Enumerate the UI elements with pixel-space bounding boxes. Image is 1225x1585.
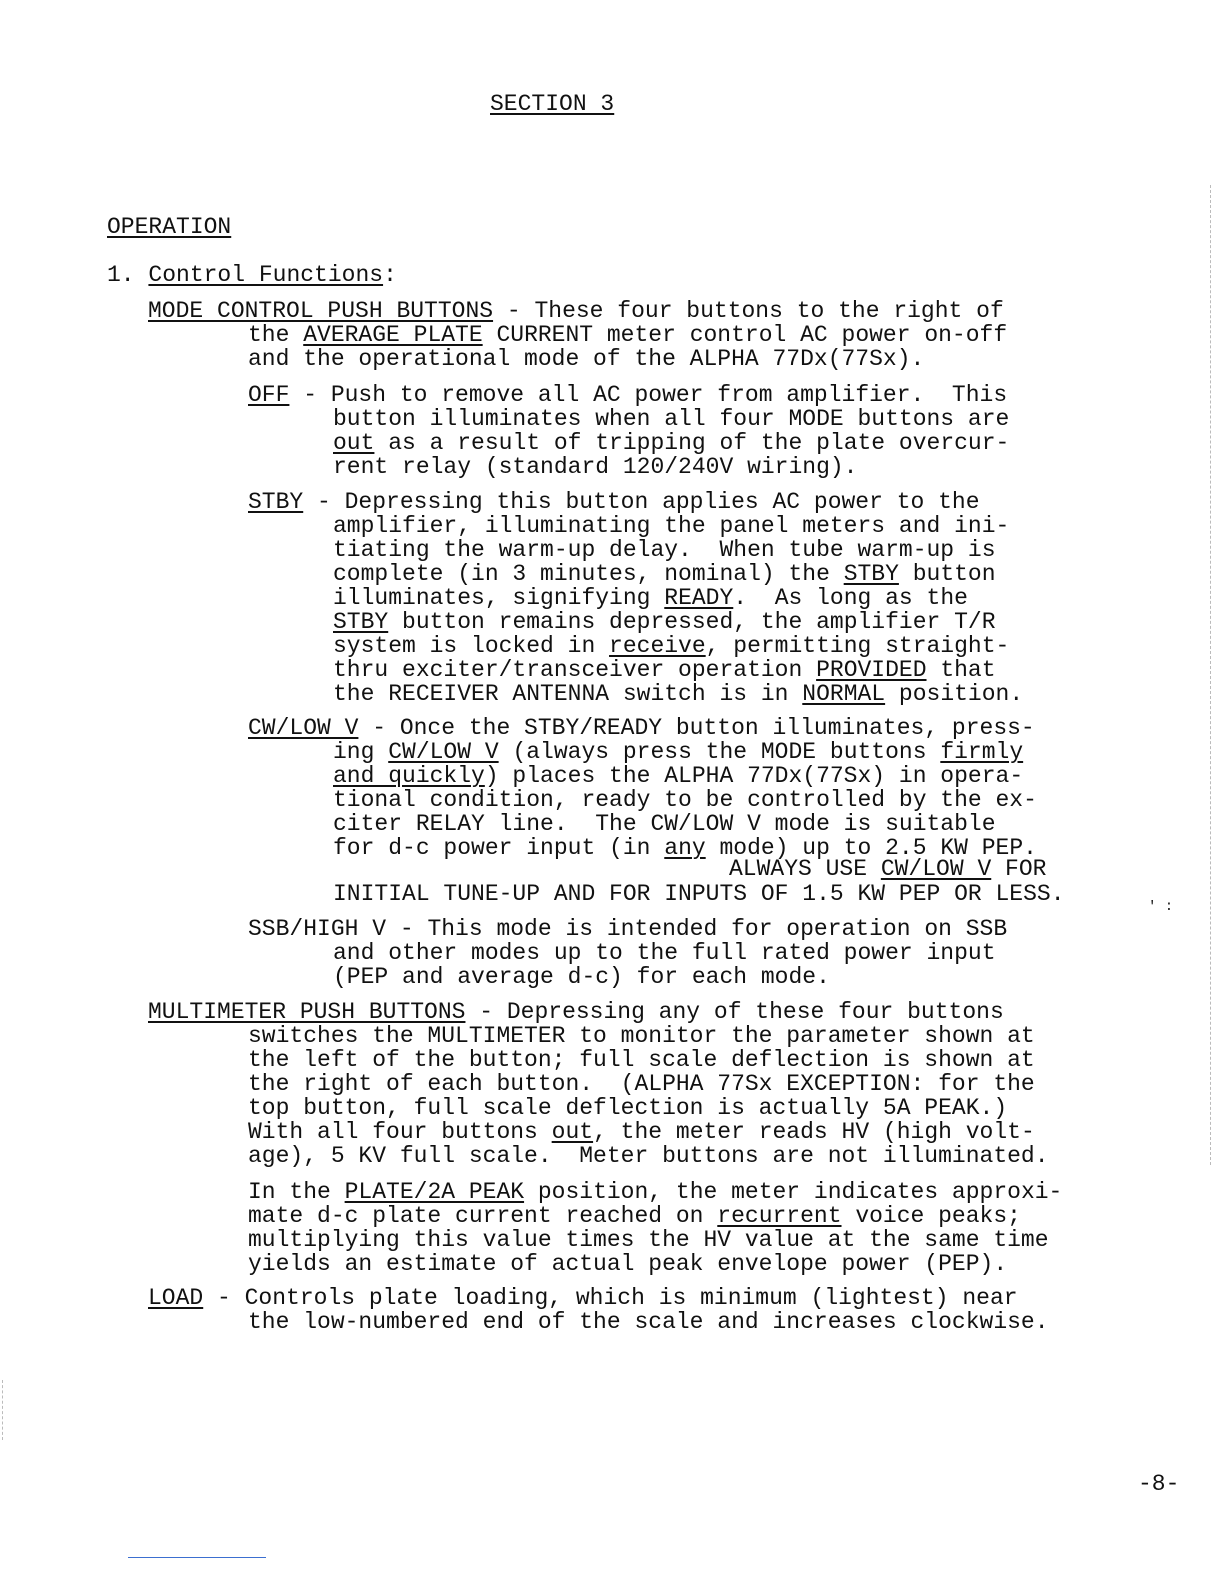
item-1-heading: 1. Control Functions:: [107, 262, 397, 288]
cwlow-line-2: ing CW/LOW V (always press the MODE buttons firmly: [333, 739, 1024, 765]
ssbhigh-line-1: SSB/HIGH V - This mode is intended for operation on SSB: [248, 916, 1008, 942]
operation-heading: OPERATION: [107, 214, 232, 240]
footer-rule: [128, 1557, 266, 1558]
ssbhigh-line-2: and other modes up to the full rated power input: [333, 940, 996, 966]
off-line-3: out as a result of tripping of the plate overcur-: [333, 430, 1010, 456]
cwlow-line-3: and quickly) places the ALPHA 77Dx(77Sx) in opera-: [333, 763, 1024, 789]
right-edge-mark: [1210, 185, 1211, 1165]
off-line-4: rent relay (standard 120/240V wiring).: [333, 454, 858, 480]
mode-control-line-3: and the operational mode of the ALPHA 77Dx(77Sx).: [248, 346, 925, 372]
multimeter-title: MULTIMETER PUSH BUTTONS: [148, 999, 466, 1025]
load-label: LOAD: [148, 1285, 204, 1311]
cwlow-label: CW/LOW V: [248, 715, 359, 741]
multimeter-line-5: top button, full scale deflection is actually 5A PEAK.): [248, 1095, 1008, 1121]
stby-line-6: STBY button remains depressed, the amplifier T/R: [333, 609, 996, 635]
multimeter-line-7: age), 5 KV full scale. Meter buttons are not illuminated.: [248, 1143, 1049, 1169]
plate-peak-line-1: In the PLATE/2A PEAK position, the meter indicates approxi-: [248, 1179, 1063, 1205]
mode-control-line-2: the AVERAGE PLATE CURRENT meter control AC power on-off: [248, 322, 1008, 348]
load-line-1: LOAD - Controls plate loading, which is minimum (lightest) near: [148, 1285, 1018, 1311]
plate-peak-line-4: yields an estimate of actual peak envelope power (PEP).: [248, 1251, 1008, 1277]
stby-label: STBY: [248, 489, 304, 515]
left-edge-mark: [2, 1380, 3, 1440]
multimeter-line-4: the right of each button. (ALPHA 77Sx EXCEPTION: for the: [248, 1071, 1035, 1097]
off-line-1: OFF - Push to remove all AC power from amplifier. This: [248, 382, 1008, 408]
plate-peak-line-3: multiplying this value times the HV value at the same time: [248, 1227, 1049, 1253]
stby-line-8: thru exciter/transceiver operation PROVIDED that: [333, 657, 996, 683]
stby-line-5: illuminates, signifying READY. As long as the: [333, 585, 968, 611]
mode-control-line-1: MODE CONTROL PUSH BUTTONS - These four buttons to the right of: [148, 298, 1004, 324]
multimeter-line-6: With all four buttons out, the meter reads HV (high volt-: [248, 1119, 1035, 1145]
cwlow-line-8: INITIAL TUNE-UP AND FOR INPUTS OF 1.5 KW PEP OR LESS.: [333, 881, 1065, 907]
item-number: 1.: [107, 262, 135, 288]
stby-line-1: STBY - Depressing this button applies AC power to the: [248, 489, 980, 515]
cwlow-line-6: for d-c power input (in any mode) up to 2.5 KW PEP.: [333, 835, 1037, 861]
section-title: SECTION 3: [490, 91, 615, 117]
stby-line-3: tiating the warm-up delay. When tube warm-up is: [333, 537, 996, 563]
mode-control-title: MODE CONTROL PUSH BUTTONS: [148, 298, 494, 324]
ssbhigh-label: SSB/HIGH V: [248, 916, 387, 942]
margin-marks: ' :: [1148, 899, 1174, 915]
item-title: Control Functions: [148, 262, 384, 288]
page-number: -8-: [1138, 1471, 1180, 1497]
load-line-2: the low-numbered end of the scale and increases clockwise.: [248, 1309, 1049, 1335]
multimeter-line-1: MULTIMETER PUSH BUTTONS - Depressing any of these four buttons: [148, 999, 1004, 1025]
stby-line-4: complete (in 3 minutes, nominal) the STBY button: [333, 561, 996, 587]
plate-peak-line-2: mate d-c plate current reached on recurrent voice peaks;: [248, 1203, 1021, 1229]
ssbhigh-line-3: (PEP and average d-c) for each mode.: [333, 964, 830, 990]
multimeter-line-3: the left of the button; full scale deflection is shown at: [248, 1047, 1035, 1073]
off-label: OFF: [248, 382, 290, 408]
stby-line-9: the RECEIVER ANTENNA switch is in NORMAL position.: [333, 681, 1024, 707]
cwlow-line-5: citer RELAY line. The CW/LOW V mode is suitable: [333, 811, 996, 837]
cwlow-line-7: ALWAYS USE CW/LOW V FOR: [729, 856, 1047, 882]
cwlow-line-1: CW/LOW V - Once the STBY/READY button illuminates, press-: [248, 715, 1035, 741]
off-line-2: button illuminates when all four MODE buttons are: [333, 406, 1010, 432]
cwlow-line-4: tional condition, ready to be controlled by the ex-: [333, 787, 1037, 813]
stby-line-7: system is locked in receive, permitting straight-: [333, 633, 1010, 659]
stby-line-2: amplifier, illuminating the panel meters and ini-: [333, 513, 1010, 539]
multimeter-line-2: switches the MULTIMETER to monitor the parameter shown at: [248, 1023, 1035, 1049]
